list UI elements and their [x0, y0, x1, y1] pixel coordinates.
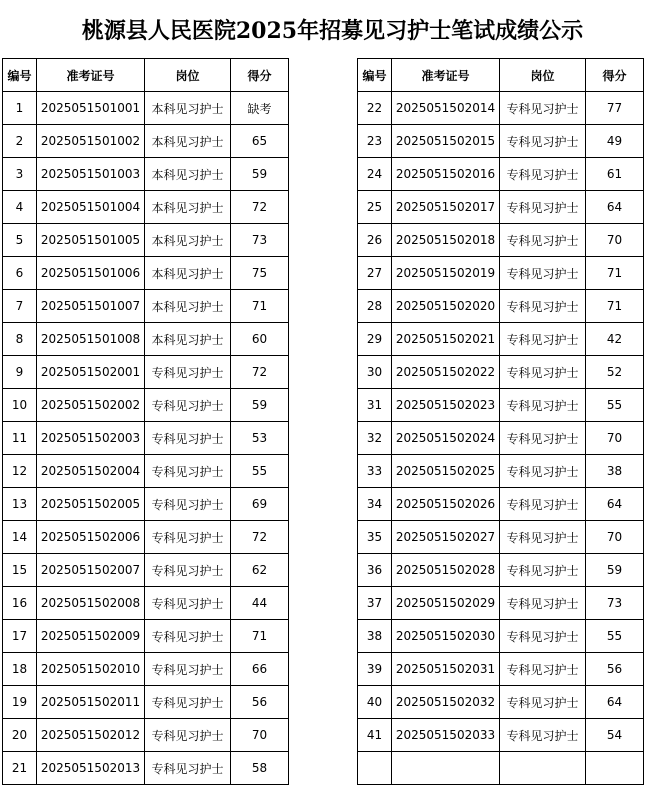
cell-position: 专科见习护士 — [500, 356, 586, 389]
cell-number: 11 — [3, 422, 37, 455]
cell-number: 27 — [358, 257, 392, 290]
cell-position: 专科见习护士 — [500, 389, 586, 422]
cell-score: 72 — [231, 191, 289, 224]
cell-position: 专科见习护士 — [500, 290, 586, 323]
cell-score: 70 — [231, 719, 289, 752]
cell-exam-id: 2025051501007 — [37, 290, 145, 323]
cell-position: 专科见习护士 — [145, 356, 231, 389]
cell-exam-id: 2025051502012 — [37, 719, 145, 752]
cell-score: 缺考 — [231, 92, 289, 125]
cell-number: 15 — [3, 554, 37, 587]
cell-number: 29 — [358, 323, 392, 356]
header-exam-id: 准考证号 — [392, 59, 500, 92]
cell-position: 专科见习护士 — [145, 686, 231, 719]
cell-exam-id: 2025051502007 — [37, 554, 145, 587]
cell-number: 18 — [3, 653, 37, 686]
cell-number: 33 — [358, 455, 392, 488]
cell-position: 本科见习护士 — [145, 191, 231, 224]
table-row — [3, 653, 289, 686]
cell-position: 专科见习护士 — [145, 587, 231, 620]
table-row — [3, 422, 289, 455]
cell-position: 专科见习护士 — [145, 653, 231, 686]
cell-position: 专科见习护士 — [500, 158, 586, 191]
cell-score: 71 — [586, 290, 644, 323]
cell-score: 60 — [231, 323, 289, 356]
cell-position: 专科见习护士 — [500, 422, 586, 455]
table-row — [3, 389, 289, 422]
cell-position: 本科见习护士 — [145, 92, 231, 125]
cell-score: 38 — [586, 455, 644, 488]
cell-score: 71 — [231, 290, 289, 323]
cell-position: 专科见习护士 — [500, 92, 586, 125]
cell-score: 71 — [586, 257, 644, 290]
table-row — [358, 290, 644, 323]
cell-exam-id: 2025051501005 — [37, 224, 145, 257]
table-row — [3, 686, 289, 719]
cell-position: 专科见习护士 — [145, 422, 231, 455]
cell-position: 本科见习护士 — [145, 290, 231, 323]
cell-number: 28 — [358, 290, 392, 323]
cell-exam-id: 2025051502019 — [392, 257, 500, 290]
cell-exam-id: 2025051502011 — [37, 686, 145, 719]
cell-exam-id: 2025051502002 — [37, 389, 145, 422]
table-row — [3, 191, 289, 224]
cell-position: 专科见习护士 — [500, 554, 586, 587]
cell-number: 23 — [358, 125, 392, 158]
table-row — [3, 257, 289, 290]
table-row — [3, 620, 289, 653]
cell-exam-id: 2025051502031 — [392, 653, 500, 686]
table-row — [3, 125, 289, 158]
cell-position: 专科见习护士 — [145, 455, 231, 488]
table-row — [358, 752, 644, 785]
cell-score: 56 — [586, 653, 644, 686]
cell-score: 59 — [586, 554, 644, 587]
table-row — [358, 257, 644, 290]
cell-position: 本科见习护士 — [145, 323, 231, 356]
cell-exam-id: 2025051502025 — [392, 455, 500, 488]
cell-position: 专科见习护士 — [500, 587, 586, 620]
cell-number: 5 — [3, 224, 37, 257]
cell-position: 专科见习护士 — [145, 389, 231, 422]
table-row — [3, 224, 289, 257]
header-exam-id: 准考证号 — [37, 59, 145, 92]
cell-number: 19 — [3, 686, 37, 719]
cell-number: 22 — [358, 92, 392, 125]
cell-score: 54 — [586, 719, 644, 752]
cell-position: 专科见习护士 — [500, 224, 586, 257]
cell-exam-id: 2025051502001 — [37, 356, 145, 389]
cell-number: 25 — [358, 191, 392, 224]
cell-number: 38 — [358, 620, 392, 653]
cell-score: 69 — [231, 488, 289, 521]
table-row — [358, 620, 644, 653]
table-row — [358, 719, 644, 752]
cell-score: 66 — [231, 653, 289, 686]
cell-score: 73 — [231, 224, 289, 257]
table-row — [358, 224, 644, 257]
cell-number: 35 — [358, 521, 392, 554]
cell-number: 7 — [3, 290, 37, 323]
cell-number: 17 — [3, 620, 37, 653]
table-row — [358, 422, 644, 455]
score-table-right — [357, 58, 644, 785]
cell-exam-id: 2025051501003 — [37, 158, 145, 191]
cell-number: 32 — [358, 422, 392, 455]
header-number: 编号 — [358, 59, 392, 92]
table-row — [3, 356, 289, 389]
cell-exam-id: 2025051502021 — [392, 323, 500, 356]
cell-exam-id: 2025051502024 — [392, 422, 500, 455]
cell-position: 本科见习护士 — [145, 158, 231, 191]
cell-score: 70 — [586, 224, 644, 257]
table-row — [358, 488, 644, 521]
cell-score: 72 — [231, 356, 289, 389]
cell-position: 专科见习护士 — [145, 719, 231, 752]
cell-score: 62 — [231, 554, 289, 587]
cell-number: 13 — [3, 488, 37, 521]
cell-position: 专科见习护士 — [500, 521, 586, 554]
cell-score: 61 — [586, 158, 644, 191]
table-row — [358, 521, 644, 554]
cell-score: 65 — [231, 125, 289, 158]
cell-number: 10 — [3, 389, 37, 422]
table-row — [358, 686, 644, 719]
cell-score: 59 — [231, 389, 289, 422]
table-row — [3, 92, 289, 125]
table-row — [358, 455, 644, 488]
cell-number: 36 — [358, 554, 392, 587]
cell-score: 53 — [231, 422, 289, 455]
cell-exam-id: 2025051502027 — [392, 521, 500, 554]
cell-number: 6 — [3, 257, 37, 290]
table-row — [358, 158, 644, 191]
cell-score: 77 — [586, 92, 644, 125]
cell-score: 70 — [586, 521, 644, 554]
header-number: 编号 — [3, 59, 37, 92]
cell-score: 58 — [231, 752, 289, 785]
cell-number — [358, 752, 392, 785]
cell-number: 26 — [358, 224, 392, 257]
cell-position: 专科见习护士 — [500, 686, 586, 719]
cell-number: 8 — [3, 323, 37, 356]
table-row — [358, 653, 644, 686]
table-row — [358, 389, 644, 422]
cell-number: 37 — [358, 587, 392, 620]
header-position: 岗位 — [145, 59, 231, 92]
cell-exam-id: 2025051502009 — [37, 620, 145, 653]
cell-exam-id: 2025051502026 — [392, 488, 500, 521]
cell-exam-id: 2025051502030 — [392, 620, 500, 653]
cell-number: 40 — [358, 686, 392, 719]
cell-number: 20 — [3, 719, 37, 752]
cell-number: 4 — [3, 191, 37, 224]
table-row — [358, 191, 644, 224]
cell-position — [500, 752, 586, 785]
header-score: 得分 — [586, 59, 644, 92]
table-row — [358, 587, 644, 620]
cell-exam-id: 2025051502017 — [392, 191, 500, 224]
cell-score — [586, 752, 644, 785]
cell-exam-id — [392, 752, 500, 785]
cell-score: 55 — [586, 389, 644, 422]
table-row — [3, 719, 289, 752]
cell-exam-id: 2025051502014 — [392, 92, 500, 125]
cell-position: 专科见习护士 — [500, 653, 586, 686]
cell-score: 42 — [586, 323, 644, 356]
cell-score: 70 — [586, 422, 644, 455]
cell-score: 64 — [586, 686, 644, 719]
cell-position: 专科见习护士 — [145, 554, 231, 587]
cell-exam-id: 2025051502018 — [392, 224, 500, 257]
cell-number: 9 — [3, 356, 37, 389]
cell-exam-id: 2025051502020 — [392, 290, 500, 323]
cell-position: 本科见习护士 — [145, 224, 231, 257]
cell-exam-id: 2025051502006 — [37, 521, 145, 554]
table-row — [358, 356, 644, 389]
cell-exam-id: 2025051501006 — [37, 257, 145, 290]
cell-score: 55 — [586, 620, 644, 653]
cell-position: 专科见习护士 — [145, 620, 231, 653]
cell-exam-id: 2025051502029 — [392, 587, 500, 620]
cell-exam-id: 2025051502004 — [37, 455, 145, 488]
cell-number: 34 — [358, 488, 392, 521]
header-row — [3, 59, 289, 92]
cell-exam-id: 2025051502015 — [392, 125, 500, 158]
cell-exam-id: 2025051502033 — [392, 719, 500, 752]
cell-position: 专科见习护士 — [500, 488, 586, 521]
cell-number: 1 — [3, 92, 37, 125]
table-row — [3, 587, 289, 620]
cell-score: 59 — [231, 158, 289, 191]
cell-number: 14 — [3, 521, 37, 554]
cell-number: 16 — [3, 587, 37, 620]
cell-score: 55 — [231, 455, 289, 488]
cell-exam-id: 2025051502013 — [37, 752, 145, 785]
cell-score: 52 — [586, 356, 644, 389]
cell-exam-id: 2025051502003 — [37, 422, 145, 455]
cell-score: 64 — [586, 488, 644, 521]
table-row — [358, 125, 644, 158]
cell-exam-id: 2025051501002 — [37, 125, 145, 158]
cell-exam-id: 2025051501008 — [37, 323, 145, 356]
cell-score: 72 — [231, 521, 289, 554]
cell-position: 本科见习护士 — [145, 125, 231, 158]
header-position: 岗位 — [500, 59, 586, 92]
cell-score: 71 — [231, 620, 289, 653]
cell-position: 专科见习护士 — [500, 455, 586, 488]
table-row — [3, 158, 289, 191]
cell-position: 专科见习护士 — [500, 719, 586, 752]
table-row — [3, 554, 289, 587]
header-row — [358, 59, 644, 92]
cell-position: 专科见习护士 — [145, 488, 231, 521]
cell-position: 专科见习护士 — [500, 257, 586, 290]
cell-score: 73 — [586, 587, 644, 620]
cell-score: 56 — [231, 686, 289, 719]
cell-exam-id: 2025051501001 — [37, 92, 145, 125]
score-table-left — [2, 58, 289, 785]
cell-exam-id: 2025051502022 — [392, 356, 500, 389]
cell-number: 3 — [3, 158, 37, 191]
cell-position: 专科见习护士 — [145, 752, 231, 785]
cell-exam-id: 2025051502008 — [37, 587, 145, 620]
cell-score: 44 — [231, 587, 289, 620]
cell-exam-id: 2025051502005 — [37, 488, 145, 521]
cell-score: 49 — [586, 125, 644, 158]
cell-position: 专科见习护士 — [500, 620, 586, 653]
cell-exam-id: 2025051502032 — [392, 686, 500, 719]
cell-position: 专科见习护士 — [145, 521, 231, 554]
cell-position: 专科见习护士 — [500, 191, 586, 224]
cell-number: 12 — [3, 455, 37, 488]
cell-number: 24 — [358, 158, 392, 191]
cell-number: 21 — [3, 752, 37, 785]
cell-number: 30 — [358, 356, 392, 389]
table-row — [358, 554, 644, 587]
header-score: 得分 — [231, 59, 289, 92]
page-title: 桃源县人民医院2025年招募见习护士笔试成绩公示 — [81, 18, 584, 44]
cell-exam-id: 2025051501004 — [37, 191, 145, 224]
cell-number: 2 — [3, 125, 37, 158]
cell-number: 31 — [358, 389, 392, 422]
cell-exam-id: 2025051502028 — [392, 554, 500, 587]
cell-score: 75 — [231, 257, 289, 290]
cell-exam-id: 2025051502010 — [37, 653, 145, 686]
cell-number: 39 — [358, 653, 392, 686]
table-row — [3, 290, 289, 323]
table-row — [3, 488, 289, 521]
cell-position: 本科见习护士 — [145, 257, 231, 290]
cell-exam-id: 2025051502023 — [392, 389, 500, 422]
cell-exam-id: 2025051502016 — [392, 158, 500, 191]
cell-position: 专科见习护士 — [500, 323, 586, 356]
table-row — [3, 521, 289, 554]
table-row — [358, 92, 644, 125]
cell-score: 64 — [586, 191, 644, 224]
table-row — [3, 455, 289, 488]
table-row — [3, 752, 289, 785]
table-row — [358, 323, 644, 356]
cell-position: 专科见习护士 — [500, 125, 586, 158]
cell-number: 41 — [358, 719, 392, 752]
table-row — [3, 323, 289, 356]
